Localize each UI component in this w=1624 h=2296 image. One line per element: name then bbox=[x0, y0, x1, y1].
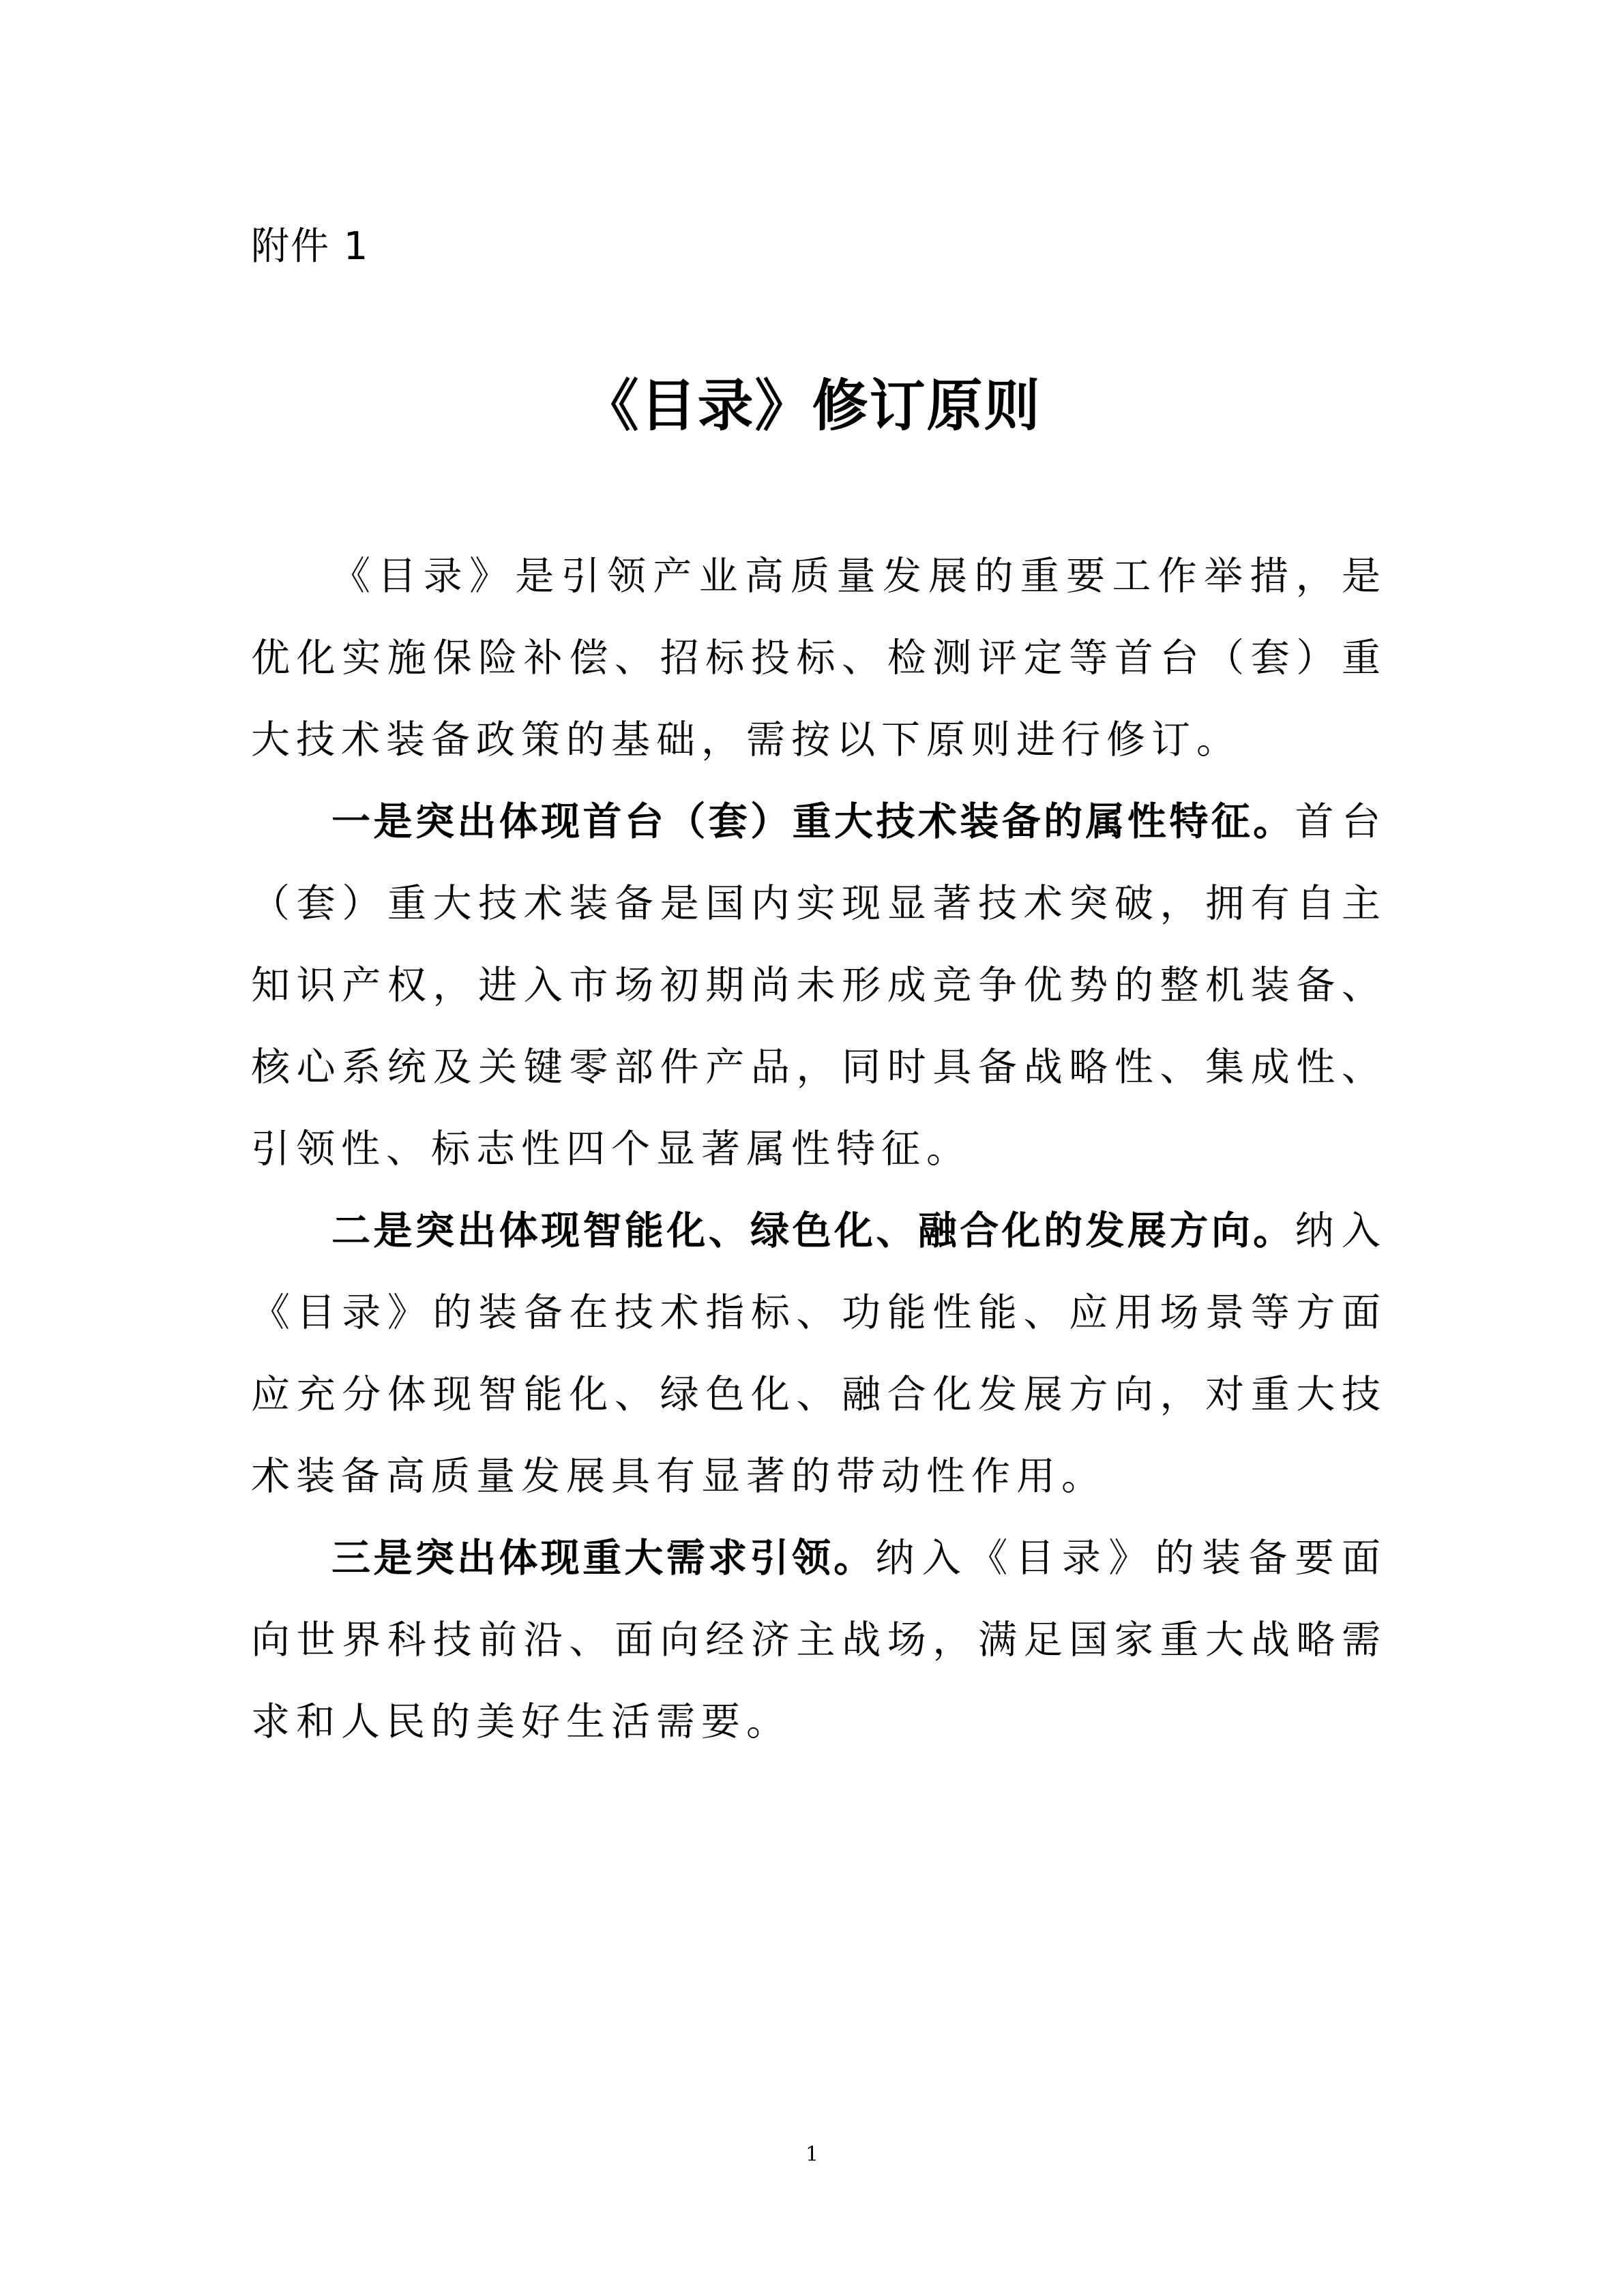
principle-2-heading: 二是突出体现智能化、绿色化、融合化的发展方向。 bbox=[331, 1208, 1295, 1253]
document-title: 《目录》修订原则 bbox=[582, 373, 1042, 438]
principle-3-text: 纳入《目录》的装备要面向世界科技前沿、面向经济主战场，满足国家重大战略需求和人民的美好生活需要。 bbox=[251, 1536, 1387, 1744]
page-number: 1 bbox=[805, 2143, 819, 2166]
intro-paragraph-text: 《目录》是引领产业高质量发展的重要工作举措，是优化实施保险补偿、招标投标、检测评定等首台（套）重大技术装备政策的基础，需按以下原则进行修订。 bbox=[251, 554, 1387, 762]
principle-3-heading: 三是突出体现重大需求引领。 bbox=[331, 1536, 876, 1581]
principle-paragraph-3 bbox=[251, 1517, 1387, 1763]
principle-paragraph-2 bbox=[251, 1190, 1387, 1517]
attachment-label: 附件 1 bbox=[251, 224, 370, 269]
principle-paragraph-1 bbox=[251, 781, 1387, 1190]
intro-paragraph bbox=[251, 535, 1387, 781]
principle-1-text: 首台（套）重大技术装备是国内实现显著技术突破，拥有自主知识产权，进入市场初期尚未形成竞争优势的整机装备、核心系统及关键零部件产品，同时具备战略性、集成性、引领性、标志性四个显著属性特征。 bbox=[251, 799, 1387, 1172]
principle-1-heading: 一是突出体现首台（套）重大技术装备的属性特征。 bbox=[331, 799, 1295, 844]
principle-2-text: 纳入《目录》的装备在技术指标、功能性能、应用场景等方面应充分体现智能化、绿色化、融合化发展方向，对重大技术装备高质量发展具有显著的带动性作用。 bbox=[251, 1208, 1387, 1499]
